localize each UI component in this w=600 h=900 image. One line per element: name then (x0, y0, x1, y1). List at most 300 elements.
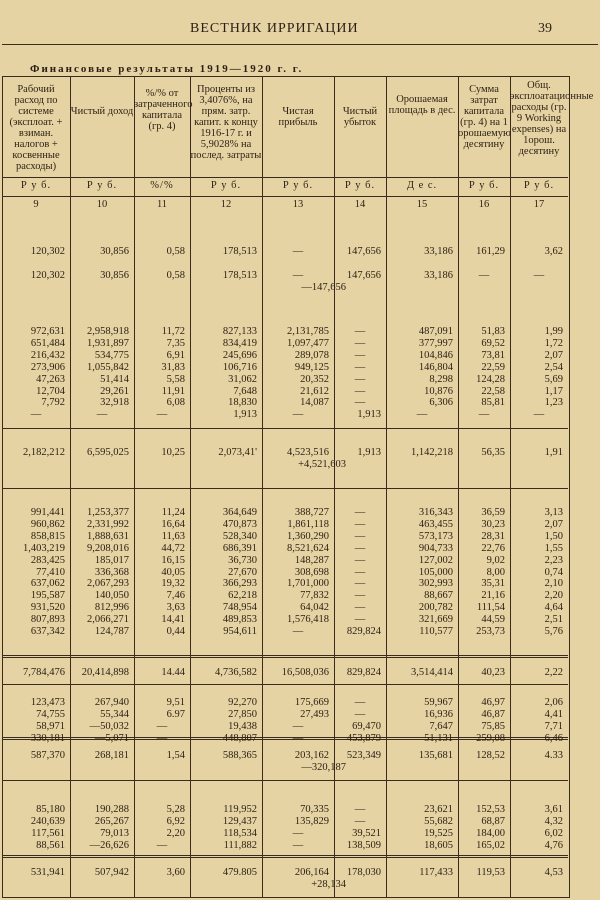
table-cell: 16,508,036 (281, 667, 329, 678)
table-cell: — (354, 602, 366, 614)
table-cell: 31,83 (161, 361, 185, 373)
table-cell: 69,470 (352, 720, 381, 732)
table-cell: 9,02 (486, 554, 505, 566)
table-cell: 1,360,290 (287, 530, 329, 542)
table-cell-balance: +28,134 (311, 879, 346, 890)
table-cell: 4,736,582 (215, 667, 257, 678)
table-cell: 829,824 (346, 667, 381, 678)
table-cell: 2,066,271 (87, 614, 129, 626)
column-number-11: 11 (156, 199, 168, 210)
table-cell: 5,58 (166, 373, 185, 385)
table-cell: 77,832 (300, 590, 329, 602)
table-cell: 27,850 (228, 708, 257, 720)
table-cell: 283,425 (30, 554, 65, 566)
table-cell: — (156, 732, 168, 744)
table-cell: 2,51 (544, 614, 563, 626)
table-cell: 40,23 (481, 667, 505, 678)
table-cell: 203,162 (294, 750, 329, 761)
table-cell: 178,030 (346, 867, 381, 878)
table-cell: 1,50 (544, 530, 563, 542)
table-cell: 20,352 (300, 373, 329, 385)
table-cell: 30,856 (100, 246, 129, 257)
header-rule (2, 44, 598, 45)
column-number-14: 14 (354, 199, 366, 210)
table-cell: 289,078 (294, 349, 329, 361)
table-cell: 858,815 (30, 530, 65, 542)
column-header-9: Рабочий расход по системе (эксплоат. + взиман. налогов + косвенные расходы) (9, 84, 63, 172)
table-cell: 119,952 (223, 804, 257, 815)
table-cell: 1,097,477 (287, 337, 329, 349)
table-cell: 960,862 (30, 518, 65, 530)
table-cell: 1,888,631 (87, 530, 129, 542)
row-divider (2, 655, 568, 658)
journal-title: ВЕСТНИК ИРРИГАЦИИ (190, 21, 359, 36)
table-cell: — (354, 566, 366, 578)
table-cell: 2,06 (544, 697, 563, 708)
table-cell: 14,087 (300, 397, 329, 409)
table-cell: 127,002 (418, 554, 453, 566)
table-cell: 448,807 (222, 732, 257, 744)
table-cell: 18,830 (228, 397, 257, 409)
table-cell: 22,58 (481, 385, 505, 397)
table-cell: 528,340 (222, 530, 257, 542)
table-cell: 1,913 (357, 409, 381, 421)
table-cell: — (354, 326, 366, 337)
table-cell: 470,873 (222, 518, 257, 530)
table-cell: 140,050 (94, 590, 129, 602)
table-cell: 47,263 (36, 373, 65, 385)
table-cell: — (292, 732, 304, 744)
table-cell: 22,76 (481, 542, 505, 554)
table-cell: 1,91 (544, 447, 563, 458)
table-cell: 0,58 (166, 246, 185, 257)
table-cell: 240,639 (30, 815, 65, 827)
table-cell: 19,525 (424, 827, 453, 839)
table-cell: 19,32 (161, 578, 185, 590)
table-cell: — (30, 409, 42, 421)
table-cell: 11,63 (161, 530, 185, 542)
table-cell: 834,419 (222, 337, 257, 349)
table-cell: 8,00 (486, 566, 505, 578)
table-cell-balance: +4,521,603 (298, 459, 346, 470)
table-cell: 8,298 (429, 373, 453, 385)
column-unit-9: Р у б. (20, 180, 52, 191)
table-cell: 147,656 (346, 246, 381, 257)
table-cell: 138,509 (346, 839, 381, 851)
table-cell: 117,433 (419, 867, 453, 878)
table-cell: 2,07 (544, 518, 563, 530)
table-cell: 7,792 (41, 397, 65, 409)
table-cell: 110,577 (419, 626, 453, 637)
table-cell: 308,698 (294, 566, 329, 578)
table-cell: 30,23 (481, 518, 505, 530)
column-number-12: 12 (220, 199, 232, 210)
table-cell: 2,182,212 (23, 447, 65, 458)
table-cell: 111,882 (223, 839, 257, 851)
table-cell: 931,520 (30, 602, 65, 614)
table-cell: 190,288 (94, 804, 129, 815)
table-cell: 637,342 (30, 626, 65, 637)
table-cell: 2,23 (544, 554, 563, 566)
table-cell: 92,270 (228, 697, 257, 708)
table-cell: 2,331,992 (87, 518, 129, 530)
table-cell: 651,484 (30, 337, 65, 349)
table-cell: 829,824 (346, 626, 381, 637)
table-cell: — (292, 409, 304, 421)
table-cell: 74,755 (36, 708, 65, 720)
table-cell: 316,343 (418, 507, 453, 518)
column-header-16: Сумма затрат капитала (гр. 4) на 1 орошаемую десятину (458, 84, 511, 150)
column-header-11: %/% от затраченного капитала (гр. 4) (134, 88, 193, 132)
table-cell: 812,996 (94, 602, 129, 614)
table-cell: 165,02 (476, 839, 505, 851)
column-number-10: 10 (96, 199, 108, 210)
table-cell: 55,682 (424, 815, 453, 827)
table-cell: 2,131,785 (287, 326, 329, 337)
table-cell: 3,62 (544, 246, 563, 257)
table-cell: — (292, 827, 304, 839)
table-cell: 0,44 (166, 626, 185, 637)
column-header-17: Общ. эксплоатационные расходы (гр. 9 Working expenses) на 1орош. десятину (510, 80, 594, 157)
table-cell: — (292, 839, 304, 851)
table-cell: 206,164 (294, 867, 329, 878)
table-cell: 1,142,218 (411, 447, 453, 458)
table-cell: 27,493 (300, 708, 329, 720)
table-cell: 40,05 (161, 566, 185, 578)
table-cell: —50,032 (89, 720, 129, 732)
column-unit-12: Р у б. (210, 180, 242, 191)
table-cell: 366,293 (222, 578, 257, 590)
table-cell: — (354, 542, 366, 554)
table-cell: 388,727 (294, 507, 329, 518)
table-cell: 19,438 (228, 720, 257, 732)
table-cell: 21,612 (300, 385, 329, 397)
table-cell: 1,55 (544, 542, 563, 554)
column-unit-15: Д е с. (406, 180, 438, 191)
table-cell: 1,055,842 (87, 361, 129, 373)
table-cell: 117,561 (31, 827, 65, 839)
table-cell: 748,954 (222, 602, 257, 614)
table-cell: 2,54 (544, 361, 563, 373)
table-cell: 5,76 (544, 626, 563, 637)
table-cell: 29,261 (100, 385, 129, 397)
table-cell: 28,31 (481, 530, 505, 542)
column-header-10: Чистый доход (70, 106, 134, 117)
table-cell: 3,13 (544, 507, 563, 518)
table-cell: 111,54 (476, 602, 505, 614)
column-number-9: 9 (33, 199, 39, 210)
table-cell: — (354, 815, 366, 827)
table-cell: 2,20 (166, 827, 185, 839)
table-cell: 175,669 (294, 697, 329, 708)
table-cell: 463,455 (418, 518, 453, 530)
table-cell: 16,15 (161, 554, 185, 566)
table-cell: 33,186 (424, 270, 453, 281)
table-cell: 6,92 (166, 815, 185, 827)
table-cell: 10,25 (161, 447, 185, 458)
table-cell: 44,72 (161, 542, 185, 554)
table-cell: — (478, 409, 490, 421)
table-cell: — (354, 578, 366, 590)
table-cell: 16,936 (424, 708, 453, 720)
table-cell: 46,87 (481, 708, 505, 720)
table-cell: 16,64 (161, 518, 185, 530)
table-cell: 531,941 (30, 867, 65, 878)
table-cell: 59,967 (424, 697, 453, 708)
table-cell: 489,853 (222, 614, 257, 626)
table-cell: 1,913 (233, 409, 257, 421)
table-cell: 4,53 (544, 867, 563, 878)
table-cell: 2,073,41' (218, 447, 257, 458)
table-cell: 1,576,418 (287, 614, 329, 626)
table-cell: — (354, 708, 366, 720)
table-cell: 3,514,414 (411, 667, 453, 678)
column-unit-17: Р у б. (523, 180, 555, 191)
table-cell: 118,534 (223, 827, 257, 839)
table-cell: 106,716 (222, 361, 257, 373)
table-cell: — (533, 270, 545, 281)
table-cell: 148,287 (294, 554, 329, 566)
table-cell: 4,523,516 (287, 447, 329, 458)
table-cell: 588,365 (222, 750, 257, 761)
table-cell: 36,730 (228, 554, 257, 566)
table-cell: 2,067,293 (87, 578, 129, 590)
table-cell: 336,368 (94, 566, 129, 578)
table-cell: 2,07 (544, 349, 563, 361)
row-divider (2, 428, 568, 429)
table-cell: 1,99 (544, 326, 563, 337)
table-cell: 129,437 (222, 815, 257, 827)
table-cell: 1,253,377 (87, 507, 129, 518)
table-cell: 954,611 (223, 626, 257, 637)
table-cell: 51,414 (100, 373, 129, 385)
table-cell-balance: —320,187 (301, 762, 346, 773)
table-cell: 88,667 (424, 590, 453, 602)
table-cell: 55,344 (100, 708, 129, 720)
table-cell: — (354, 337, 366, 349)
table-cell: 6,46 (544, 732, 563, 744)
table-cell: 51,83 (481, 326, 505, 337)
table-cell: — (478, 270, 490, 281)
table-cell: — (354, 614, 366, 626)
table-cell: 8,521,624 (287, 542, 329, 554)
table-cell: 330,181 (30, 732, 65, 744)
table-cell: 1,54 (166, 750, 185, 761)
table-cell: 44,59 (481, 614, 505, 626)
table-cell: — (292, 270, 304, 281)
table-cell: 377,997 (418, 337, 453, 349)
table-cell: 3,63 (166, 602, 185, 614)
column-number-17: 17 (533, 199, 545, 210)
table-cell: 259,08 (476, 732, 505, 744)
table-cell: 245,696 (222, 349, 257, 361)
table-cell: 64,042 (300, 602, 329, 614)
table-cell: 161,29 (476, 246, 505, 257)
table-cell: 1,861,118 (287, 518, 329, 530)
table-cell: 302,993 (418, 578, 453, 590)
table-cell: — (354, 530, 366, 542)
table-cell: 79,013 (100, 827, 129, 839)
table-cell: 268,181 (94, 750, 129, 761)
table-cell: 904,733 (418, 542, 453, 554)
table-cell: 1,931,897 (87, 337, 129, 349)
table-cell: 184,00 (476, 827, 505, 839)
table-cell: — (533, 409, 545, 421)
table-cell: 104,846 (418, 349, 453, 361)
table-cell: 68,87 (481, 815, 505, 827)
column-unit-14: Р у б. (344, 180, 376, 191)
table-cell: — (96, 409, 108, 421)
table-cell: — (354, 518, 366, 530)
table-cell: — (292, 246, 304, 257)
table-cell: 75,85 (481, 720, 505, 732)
table-cell: — (354, 554, 366, 566)
table-cell: — (156, 409, 168, 421)
table-cell: 991,441 (30, 507, 65, 518)
table-cell: 2,10 (544, 578, 563, 590)
table-cell: 949,125 (294, 361, 329, 373)
row-divider (2, 780, 568, 781)
table-cell: 39,521 (352, 827, 381, 839)
column-header-14: Чистый убыток (342, 106, 378, 128)
row-divider (2, 177, 568, 178)
table-cell: 216,432 (30, 349, 65, 361)
table-cell: 7,648 (233, 385, 257, 397)
table-cell: — (354, 361, 366, 373)
table-cell: 5,28 (166, 804, 185, 815)
table-cell: 135,681 (418, 750, 453, 761)
table-cell: 10,876 (424, 385, 453, 397)
table-cell: 22,59 (481, 361, 505, 373)
table-cell: 11,72 (161, 326, 185, 337)
table-cell: 0,74 (544, 566, 563, 578)
table-cell: 1,701,000 (287, 578, 329, 590)
table-cell: 2,20 (544, 590, 563, 602)
column-header-15: Орошаемая площадь в дес. (388, 94, 456, 116)
table-cell: 36,59 (481, 507, 505, 518)
table-cell: 7,71 (544, 720, 563, 732)
table-cell: — (156, 720, 168, 732)
table-cell: 11,91 (161, 385, 185, 397)
table-cell: 7,784,476 (23, 667, 65, 678)
table-cell: 33,186 (424, 246, 453, 257)
table-cell: 146,804 (418, 361, 453, 373)
table-cell: — (354, 507, 366, 518)
table-cell: 479.805 (222, 867, 257, 878)
table-cell: 11,24 (161, 507, 185, 518)
table-cell: 32,918 (100, 397, 129, 409)
table-cell: 573,173 (418, 530, 453, 542)
table-cell: 14,41 (161, 614, 185, 626)
table-cell: 178,513 (222, 270, 257, 281)
table-cell: 62,218 (228, 590, 257, 602)
table-cell: 105,000 (418, 566, 453, 578)
table-cell: —26,626 (89, 839, 129, 851)
table-cell: 972,631 (30, 326, 65, 337)
table-cell: 124,28 (476, 373, 505, 385)
table-title: Финансовые результаты 1919—1920 г. г. (30, 63, 304, 75)
table-cell: 5,69 (544, 373, 563, 385)
table-cell: 686,391 (222, 542, 257, 554)
table-cell: 587,370 (30, 750, 65, 761)
table-cell: 6,91 (166, 349, 185, 361)
table-cell: 123,473 (30, 697, 65, 708)
table-cell: 4,41 (544, 708, 563, 720)
table-cell: 135,829 (294, 815, 329, 827)
table-cell: 3,61 (544, 804, 563, 815)
table-cell: 4,64 (544, 602, 563, 614)
page-number: 39 (538, 21, 552, 36)
table-cell: 1,23 (544, 397, 563, 409)
column-unit-10: Р у б. (86, 180, 118, 191)
row-divider (2, 196, 568, 197)
running-header (0, 18, 600, 42)
table-cell: 56,35 (481, 447, 505, 458)
table-cell: — (354, 397, 366, 409)
table-cell: 124,787 (94, 626, 129, 637)
column-number-16: 16 (478, 199, 490, 210)
table-cell: 9,208,016 (87, 542, 129, 554)
table-cell: 6,306 (429, 397, 453, 409)
row-divider (2, 684, 568, 685)
table-cell: — (292, 720, 304, 732)
table-cell: — (292, 626, 304, 637)
table-cell: 364,649 (222, 507, 257, 518)
table-cell: —5,071 (94, 732, 129, 744)
table-cell: 507,942 (94, 867, 129, 878)
table-cell: 7,46 (166, 590, 185, 602)
table-cell: 119,53 (476, 867, 505, 878)
table-cell: 9,51 (166, 697, 185, 708)
table-cell-balance: —147,656 (301, 282, 346, 293)
table-cell: 27,670 (228, 566, 257, 578)
table-cell: — (354, 385, 366, 397)
table-cell: 273,906 (30, 361, 65, 373)
table-cell: 7,647 (429, 720, 453, 732)
row-divider (2, 488, 568, 489)
table-cell: 128,52 (476, 750, 505, 761)
table-cell: 453,879 (346, 732, 381, 744)
table-cell: 21,16 (481, 590, 505, 602)
table-cell: 12,704 (36, 385, 65, 397)
table-cell: 23,621 (424, 804, 453, 815)
table-cell: 31,062 (228, 373, 257, 385)
table-cell: 195,587 (30, 590, 65, 602)
column-number-15: 15 (416, 199, 428, 210)
table-cell: 2,22 (544, 667, 563, 678)
table-cell: 152,53 (476, 804, 505, 815)
column-unit-11: %/% (150, 180, 174, 191)
table-cell: 253,73 (476, 626, 505, 637)
table-cell: 6,02 (544, 827, 563, 839)
table-cell: 1,403,219 (23, 542, 65, 554)
table-cell: 637,062 (30, 578, 65, 590)
table-cell: — (354, 804, 366, 815)
table-cell: 267,940 (94, 697, 129, 708)
table-cell: 69,52 (481, 337, 505, 349)
table-cell: 4,32 (544, 815, 563, 827)
table-cell: — (416, 409, 428, 421)
table-cell: — (354, 590, 366, 602)
table-cell: 46,97 (481, 697, 505, 708)
table-cell: 20,414,898 (81, 667, 129, 678)
table-cell: 7,35 (166, 337, 185, 349)
table-cell: 200,782 (418, 602, 453, 614)
table-cell: 51,131 (424, 732, 453, 744)
table-cell: 1,17 (544, 385, 563, 397)
table-cell: 321,669 (418, 614, 453, 626)
table-cell: 178,513 (222, 246, 257, 257)
